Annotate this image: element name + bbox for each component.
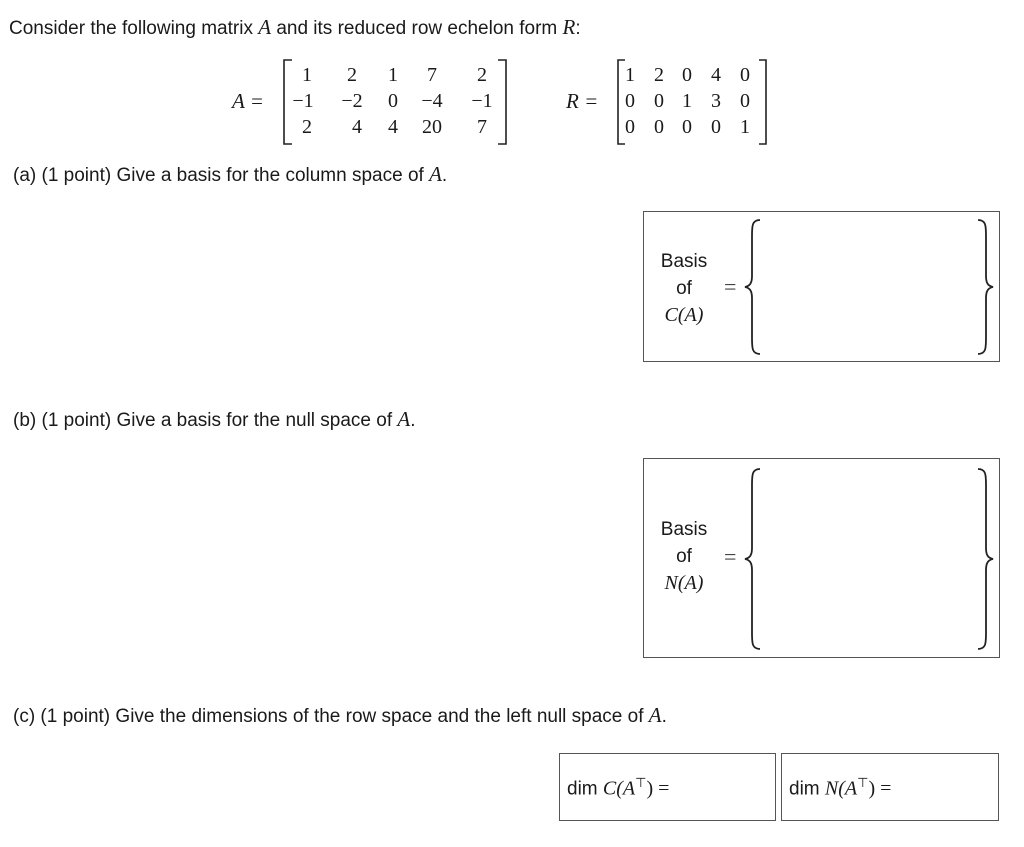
left-brace-icon xyxy=(742,218,764,356)
transpose-symbol: ⊤ xyxy=(635,775,647,790)
matrix-r-cell: 0 xyxy=(740,64,750,86)
matrix-a-cell: 7 xyxy=(477,116,487,138)
matrix-a-cell: 2 xyxy=(477,64,487,86)
part-a-var: A xyxy=(429,162,442,186)
matrix-a-cell: 4 xyxy=(352,116,362,138)
matrix-r-cell: 0 xyxy=(682,64,692,86)
null-space-label-line: Basis xyxy=(660,519,708,540)
intro-var-a: A xyxy=(258,15,272,39)
part-c-period: . xyxy=(661,706,667,727)
column-space-label xyxy=(644,248,724,329)
matrix-a-cell: 0 xyxy=(388,90,398,112)
matrix-a-cell: 4 xyxy=(388,116,398,138)
dim-close: ) = xyxy=(646,777,670,800)
intro-text-part: Consider the following matrix xyxy=(9,18,259,39)
transpose-symbol: ⊤ xyxy=(857,775,869,790)
column-space-answer-area[interactable] xyxy=(766,222,970,350)
matrix-a-cell: 2 xyxy=(302,116,312,138)
matrix-a-cell: −2 xyxy=(341,90,363,112)
dim-text: dim xyxy=(567,778,603,800)
null-space-basis-box xyxy=(643,458,1000,658)
row-space-dimension-label xyxy=(567,775,669,800)
null-space-equals: = xyxy=(724,544,737,569)
column-space-basis-box xyxy=(643,211,1000,362)
matrix-a-cell: 7 xyxy=(427,64,437,86)
null-space-label-math: N(A) xyxy=(664,572,704,594)
matrix-r-cell: 0 xyxy=(682,116,692,138)
intro-var-r: R xyxy=(562,15,576,39)
matrix-r-cell: 3 xyxy=(711,90,721,112)
part-c-question xyxy=(13,703,667,728)
dim-math: N(A xyxy=(824,777,858,800)
right-brace-icon xyxy=(974,218,996,356)
matrix-r-cell: 0 xyxy=(740,90,750,112)
matrix-r-cell: 0 xyxy=(625,116,635,138)
intro-text xyxy=(9,15,581,40)
left-null-space-dimension-label xyxy=(789,775,891,800)
matrix-r-label xyxy=(566,89,598,114)
null-space-label-line: of xyxy=(676,546,692,567)
dim-close: ) = xyxy=(868,777,892,800)
matrix-r-cell: 4 xyxy=(711,64,721,86)
matrix-a-cell: −4 xyxy=(421,90,443,112)
part-c-var: A xyxy=(648,703,662,727)
matrix-r-cell: 1 xyxy=(625,64,635,86)
matrix-a-cell: 1 xyxy=(388,64,398,86)
dim-math: C(A xyxy=(602,777,636,800)
matrix-r-cell: 0 xyxy=(711,116,721,138)
column-space-label-line: of xyxy=(676,278,692,299)
matrix-r-cell: 0 xyxy=(654,116,664,138)
matrix-r-cell: 0 xyxy=(654,90,664,112)
part-a-text: (a) (1 point) Give a basis for the column space of xyxy=(13,165,430,186)
left-brace-icon xyxy=(742,467,764,651)
null-space-label xyxy=(644,516,724,597)
matrix-r-cell: 0 xyxy=(625,90,635,112)
dim-text: dim xyxy=(789,778,825,800)
matrix-r-cell: 1 xyxy=(682,90,692,112)
column-space-label-math: C(A) xyxy=(664,304,704,326)
matrix-r-cell: 1 xyxy=(740,116,750,138)
matrix-a-cell: −1 xyxy=(292,90,314,112)
part-b-text: (b) (1 point) Give a basis for the null space of xyxy=(13,410,398,431)
matrix-r-cell: 2 xyxy=(654,64,664,86)
row-space-dimension-box[interactable] xyxy=(559,753,776,821)
matrix-a-cell: 1 xyxy=(302,64,312,86)
part-b-period: . xyxy=(410,410,416,431)
matrix-a-cell: 2 xyxy=(347,64,357,86)
part-b-var: A xyxy=(397,407,411,431)
part-c-text: (c) (1 point) Give the dimensions of the row space and the left null space of xyxy=(13,706,649,727)
part-b-question xyxy=(13,407,416,432)
null-space-answer-area[interactable] xyxy=(766,471,970,643)
matrix-r-label-text: R = xyxy=(566,89,599,113)
matrix-a-cell: 20 xyxy=(422,116,442,138)
part-a-question xyxy=(13,162,447,187)
right-brace-icon xyxy=(974,467,996,651)
matrix-a-label xyxy=(232,89,264,114)
part-a-period: . xyxy=(441,165,448,186)
intro-text-part: and its reduced row echelon form xyxy=(271,18,563,39)
matrix-a-label-text: A = xyxy=(232,89,264,113)
column-space-equals: = xyxy=(724,274,737,299)
matrix-a-cell: −1 xyxy=(471,90,493,112)
column-space-label-line: Basis xyxy=(660,251,708,272)
left-null-space-dimension-box[interactable] xyxy=(781,753,999,821)
intro-text-part: : xyxy=(575,18,581,39)
